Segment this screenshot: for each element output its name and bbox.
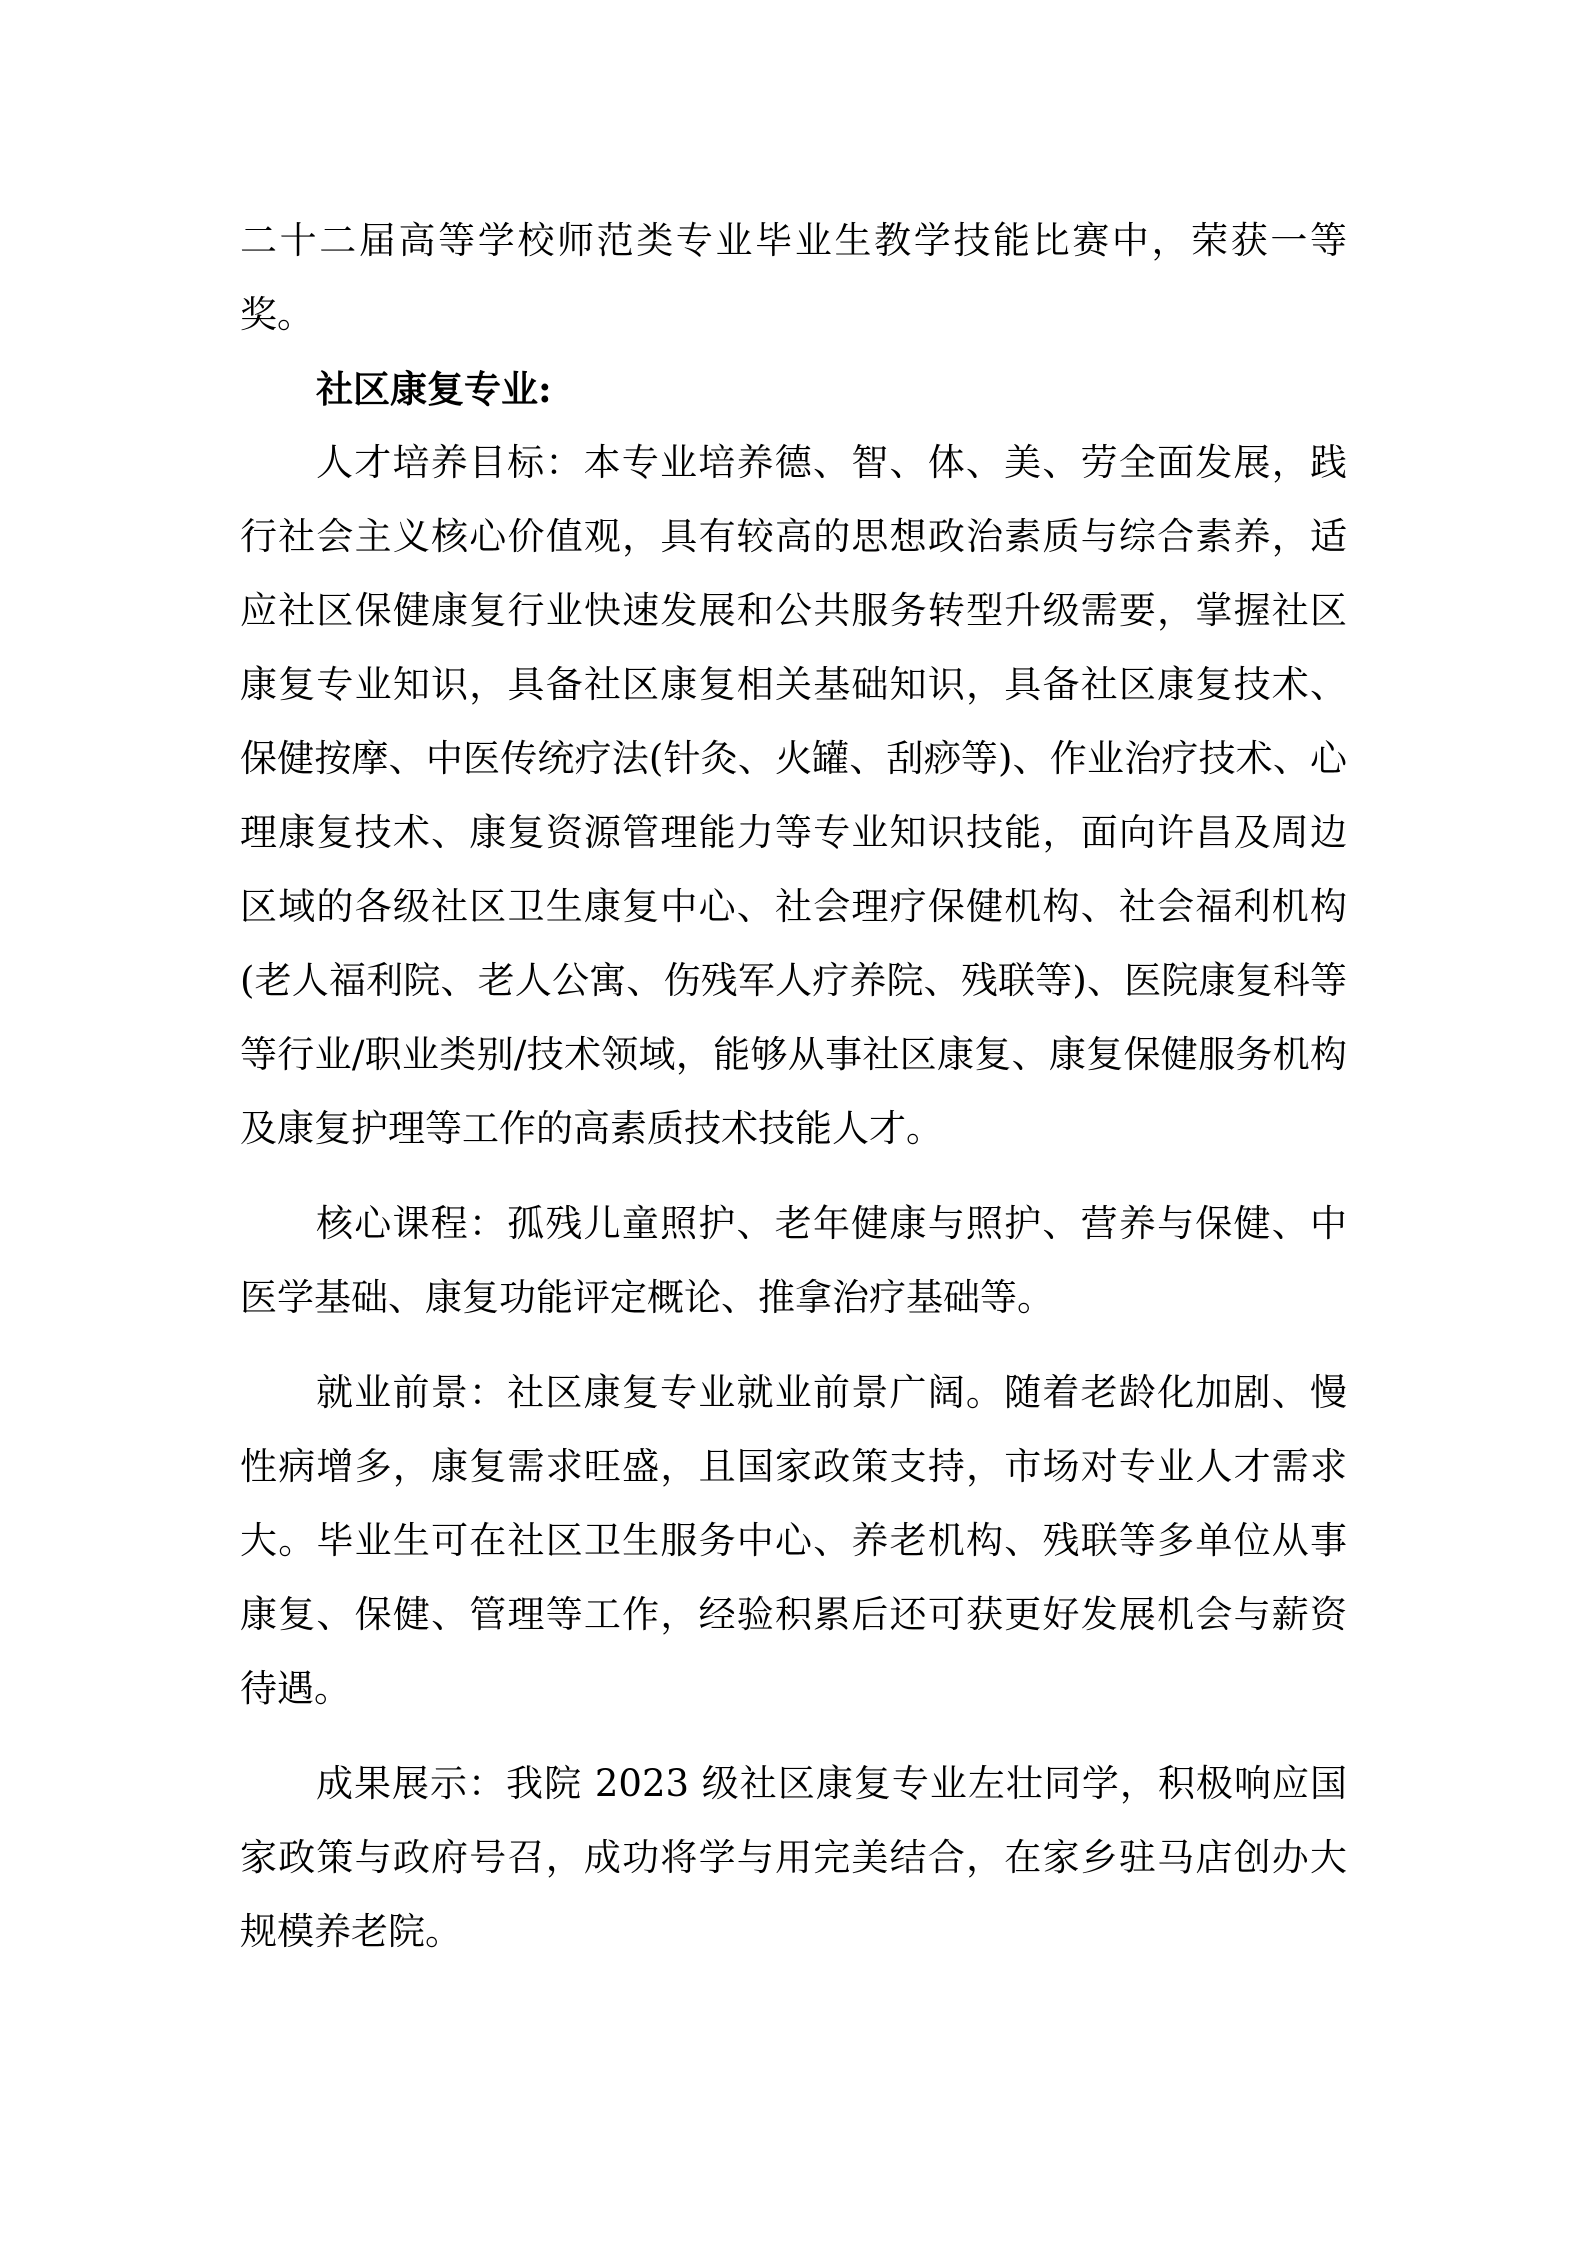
- paragraph-achievement-showcase: 成果展示：我院 2023 级社区康复专业左壮同学，积极响应国家政策与政府号召，成功将学与用完美结合，在家乡驻马店创办大规模养老院。: [240, 1762, 1347, 1953]
- paragraph-talent-training-objectives: 人才培养目标：本专业培养德、智、体、美、劳全面发展，践行社会主义核心价值观，具有较高的思想政治素质与综合素养，适应社区保健康复行业快速发展和公共服务转型升级需要，掌握社区康复专业知识，具备社区康复相关基础知识，具备社区康复技术、保健按摩、中医传统疗法(针灸、火罐、刮痧等)、作业治疗技术、心理康复技术、康复资源管理能力等专业知识技能，面向许昌及周边区域的各级社区卫生康复中心、社会理疗保健机构、社会福利机构(老人福利院、老人公寓、伤残军人疗养院、残联等)、医院康复科等等行业/职业类别/技术领域，能够从事社区康复、康复保健服务机构及康复护理等工作的高素质技术技能人才。: [240, 441, 1347, 1150]
- heading-community-rehab-major: 社区康复专业:: [316, 367, 552, 411]
- paragraph-core-courses: 核心课程：孤残儿童照护、老年健康与照护、营养与保健、中医学基础、康复功能评定概论、推拿治疗基础等。: [240, 1202, 1347, 1319]
- paragraph-competition-award: 二十二届高等学校师范类专业毕业生教学技能比赛中，荣获一等奖。: [240, 219, 1347, 336]
- paragraph-employment-prospects: 就业前景：社区康复专业就业前景广阔。随着老龄化加剧、慢性病增多，康复需求旺盛，且国家政策支持，市场对专业人才需求大。毕业生可在社区卫生服务中心、养老机构、残联等多单位从事康复、保健、管理等工作，经验积累后还可获更好发展机会与薪资待遇。: [240, 1371, 1347, 1710]
